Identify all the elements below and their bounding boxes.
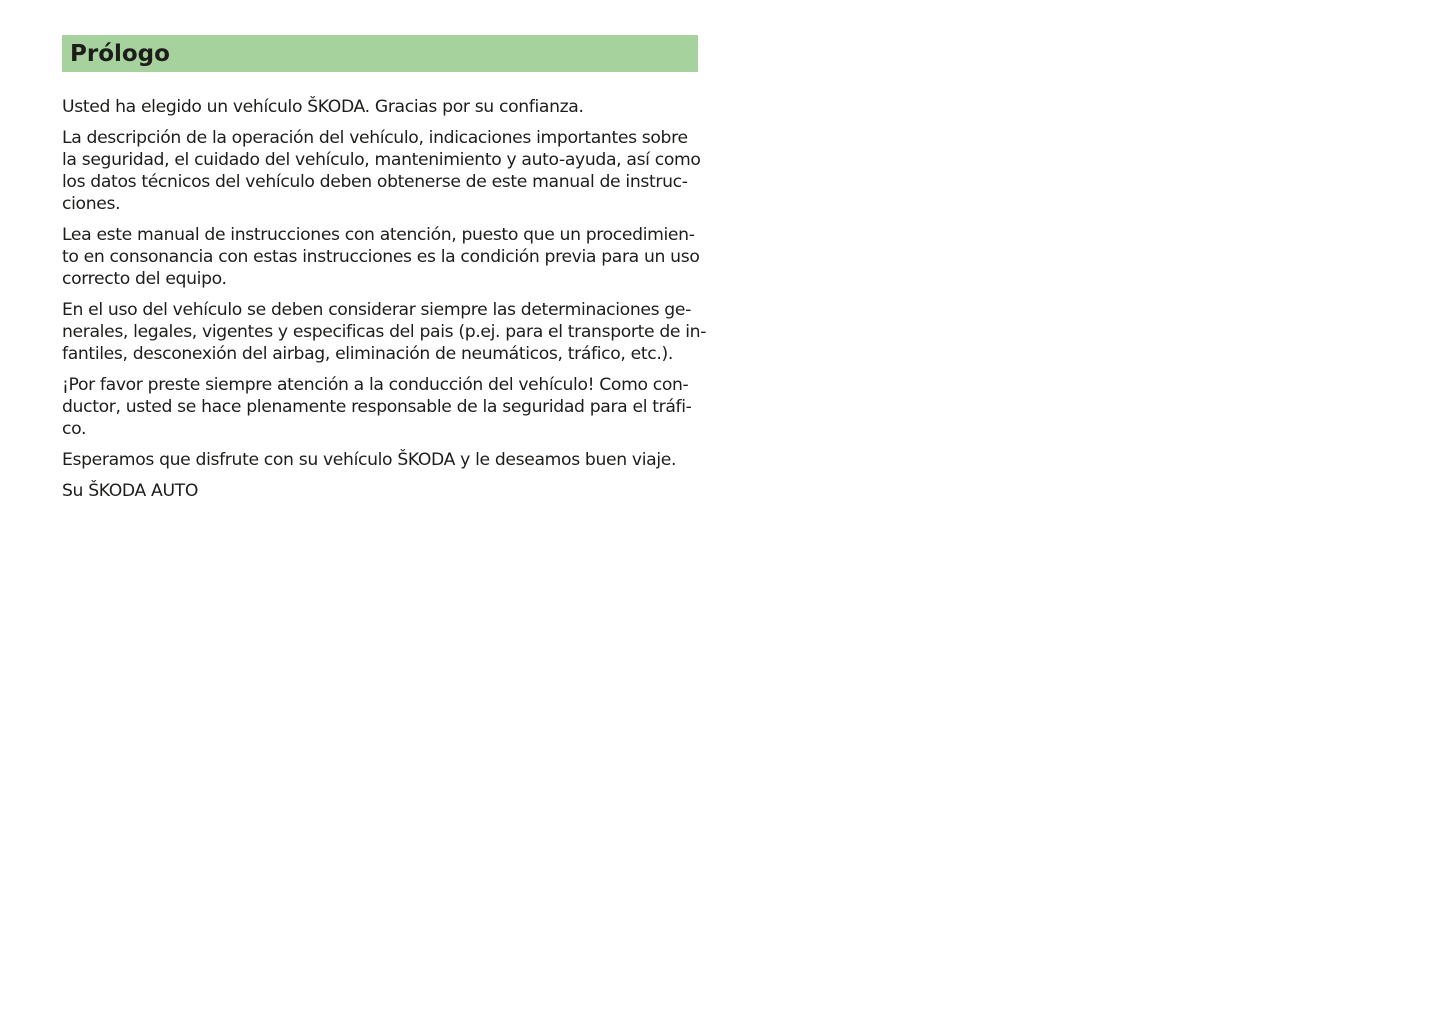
text-line: ¡Por favor preste siempre atención a la conducción del vehículo! Como con- — [62, 375, 689, 395]
paragraph-read-carefully — [62, 224, 698, 290]
body-text — [62, 96, 707, 502]
text-line: Su ŠKODA AUTO — [62, 481, 199, 501]
paragraph-signature — [62, 480, 698, 502]
text-line: correcto del equipo. — [62, 269, 227, 289]
text-line: la seguridad, el cuidado del vehículo, mantenimiento y auto-ayuda, así como — [62, 150, 701, 170]
paragraph-regulations — [62, 299, 707, 365]
page-column — [62, 35, 707, 511]
text-line: Usted ha elegido un vehículo ŠKODA. Gracias por su confianza. — [62, 97, 584, 117]
text-line: to en consonancia con estas instrucciones es la condición previa para un uso — [62, 247, 700, 267]
paragraph-attention — [62, 374, 698, 440]
text-line: Lea este manual de instrucciones con atención, puesto que un procedimien- — [62, 225, 695, 245]
paragraph-manual-contents — [62, 127, 701, 215]
text-line: los datos técnicos del vehículo deben obtenerse de este manual de instruc- — [62, 172, 688, 192]
text-line: nerales, legales, vigentes y especificas del pais (p.ej. para el transporte de in- — [62, 322, 707, 342]
text-line: ductor, usted se hace plenamente responsable de la seguridad para el tráfi- — [62, 397, 692, 417]
text-line: En el uso del vehículo se deben considerar siempre las determinaciones ge- — [62, 300, 691, 320]
text-line: ciones. — [62, 194, 121, 214]
text-line: fantiles, desconexión del airbag, eliminación de neumáticos, tráfico, etc.). — [62, 344, 673, 364]
paragraph-wishes — [62, 449, 698, 471]
text-line: La descripción de la operación del vehículo, indicaciones importantes sobre — [62, 128, 688, 148]
paragraph-thanks — [62, 96, 698, 118]
text-line: Esperamos que disfrute con su vehículo ŠKODA y le deseamos buen viaje. — [62, 450, 677, 470]
text-line: co. — [62, 419, 87, 439]
section-heading-bar — [62, 35, 698, 72]
page-title: Prólogo — [70, 40, 170, 67]
